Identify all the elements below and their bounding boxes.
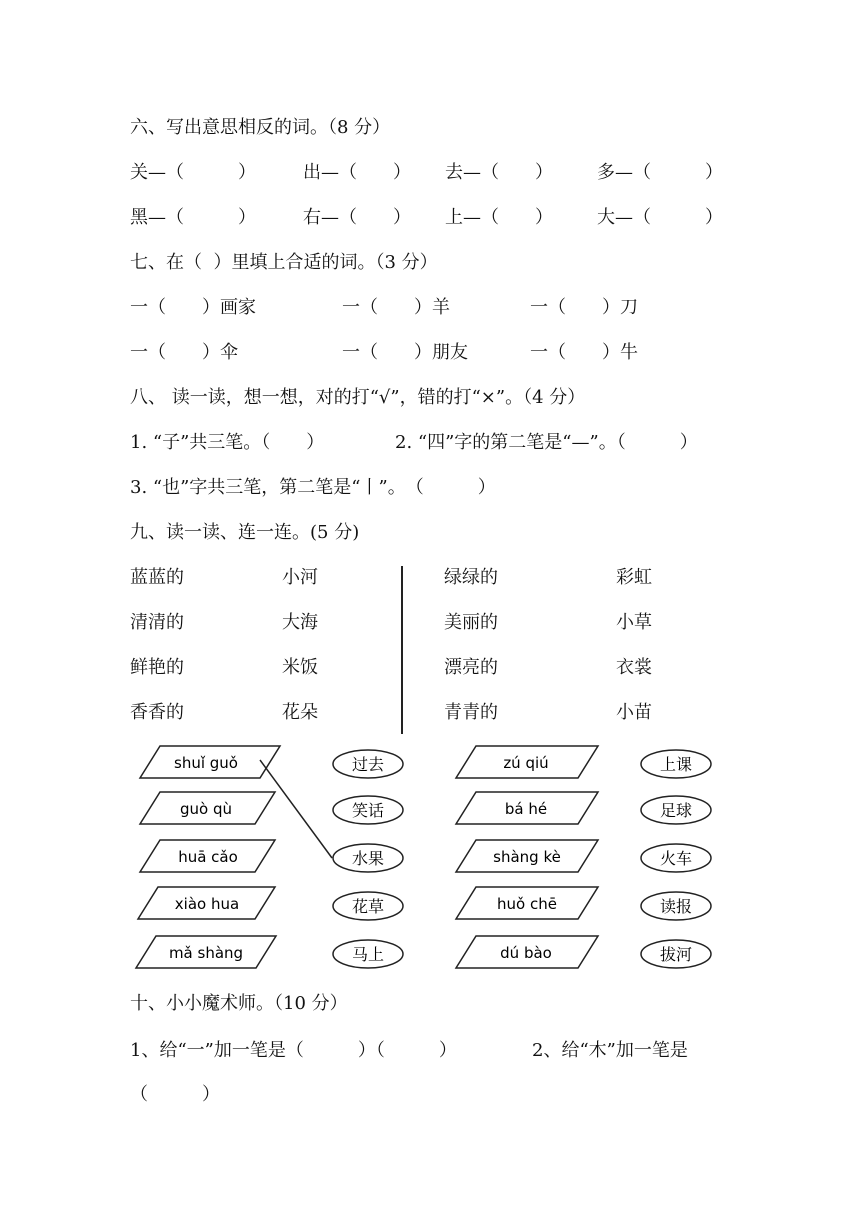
pinyin-card	[456, 936, 598, 968]
antonym-item: 右—（ ）	[303, 207, 411, 228]
word-text: 过去	[351, 755, 385, 774]
adjective-word: 蓝蓝的	[130, 567, 184, 588]
pinyin-text: dú bào	[500, 944, 552, 962]
word-oval	[333, 844, 403, 872]
pinyin-card	[140, 746, 280, 778]
pinyin-text: guò qù	[179, 800, 233, 818]
antonym-item: 关—（ ）	[130, 162, 256, 183]
word-text: 上课	[659, 755, 693, 774]
pinyin-card	[456, 840, 598, 872]
pinyin-card	[138, 887, 275, 919]
section-7-title: 七、在（ ）里填上合适的词。（3 分）	[130, 252, 438, 273]
noun-word: 彩虹	[616, 567, 652, 588]
noun-word: 大海	[282, 612, 318, 633]
word-oval	[641, 892, 711, 920]
pinyin-matching-figure	[120, 736, 720, 980]
word-text: 火车	[659, 849, 693, 868]
noun-word: 花朵	[282, 702, 318, 723]
pinyin-text: huā cǎo	[178, 848, 238, 866]
section-10-title: 十、小小魔术师。（10 分）	[130, 993, 348, 1014]
magic-question: 1、给“一”加一笔是（ ）（ ）	[130, 1040, 457, 1061]
answer-connector-line	[260, 760, 332, 858]
judge-question: 3. “也”字共三笔，第二笔是“丨”。 （ ）	[130, 477, 496, 498]
word-text: 足球	[659, 801, 693, 820]
pinyin-text: shàng kè	[493, 848, 561, 866]
adjective-word: 漂亮的	[444, 657, 498, 678]
antonym-item: 黑—（ ）	[130, 207, 256, 228]
antonym-item: 出—（ ）	[303, 162, 411, 183]
pinyin-text: xiào hua	[174, 895, 240, 913]
measure-word-item: 一（ ）刀	[530, 297, 638, 318]
word-oval	[641, 844, 711, 872]
word-oval	[641, 940, 711, 968]
section-9-title: 九、读一读、连一连。(5 分)	[130, 522, 360, 543]
adjective-word: 清清的	[130, 612, 184, 633]
pinyin-card	[140, 840, 275, 872]
word-text: 笑话	[351, 801, 385, 820]
adjective-word: 美丽的	[444, 612, 498, 633]
adjective-word: 青青的	[444, 702, 498, 723]
judge-question: 2. “四”字的第二笔是“—”。（ ）	[395, 432, 698, 453]
word-text: 水果	[351, 849, 385, 868]
pinyin-card	[140, 792, 275, 824]
word-oval	[641, 750, 711, 778]
answer-blank: （ ）	[130, 1084, 220, 1105]
word-oval	[333, 940, 403, 968]
judge-question: 1. “子”共三笔。（ ）	[130, 432, 325, 453]
measure-word-item: 一（ ）牛	[530, 342, 638, 363]
section-8-title: 八、 读一读，想一想，对的打“√”，错的打“×”。（4 分）	[130, 387, 586, 408]
noun-word: 米饭	[282, 657, 318, 678]
magic-question: 2、给“木”加一笔是	[532, 1040, 688, 1061]
pinyin-card	[456, 887, 598, 919]
pinyin-text: bá hé	[504, 800, 548, 818]
noun-word: 衣裳	[616, 657, 652, 678]
word-text: 马上	[351, 945, 385, 964]
pinyin-card	[456, 746, 598, 778]
noun-word: 小草	[616, 612, 652, 633]
antonym-item: 多—（ ）	[597, 162, 723, 183]
word-text: 读报	[659, 897, 693, 916]
noun-word: 小河	[282, 567, 318, 588]
word-text: 拔河	[659, 945, 693, 964]
measure-word-item: 一（ ）伞	[130, 342, 238, 363]
adjective-word: 鲜艳的	[130, 657, 184, 678]
word-oval	[641, 796, 711, 824]
measure-word-item: 一（ ）画家	[130, 297, 256, 318]
noun-word: 小苗	[616, 702, 652, 723]
pinyin-text: huǒ chē	[497, 895, 557, 913]
pinyin-text: shuǐ guǒ	[174, 754, 238, 772]
pinyin-card	[136, 936, 276, 968]
measure-word-item: 一（ ）朋友	[342, 342, 468, 363]
pinyin-card	[456, 792, 598, 824]
pinyin-text: mǎ shàng	[168, 944, 244, 962]
section-6-title: 六、写出意思相反的词。（8 分）	[130, 117, 391, 138]
antonym-item: 去—（ ）	[445, 162, 553, 183]
word-oval	[333, 750, 403, 778]
adjective-word: 绿绿的	[444, 567, 498, 588]
word-oval	[333, 892, 403, 920]
measure-word-item: 一（ ）羊	[342, 297, 450, 318]
word-text: 花草	[351, 897, 385, 916]
adjective-word: 香香的	[130, 702, 184, 723]
antonym-item: 上—（ ）	[445, 207, 553, 228]
column-divider	[401, 566, 403, 734]
antonym-item: 大—（ ）	[597, 207, 723, 228]
word-oval	[333, 796, 403, 824]
pinyin-text: zú qiú	[503, 754, 549, 772]
